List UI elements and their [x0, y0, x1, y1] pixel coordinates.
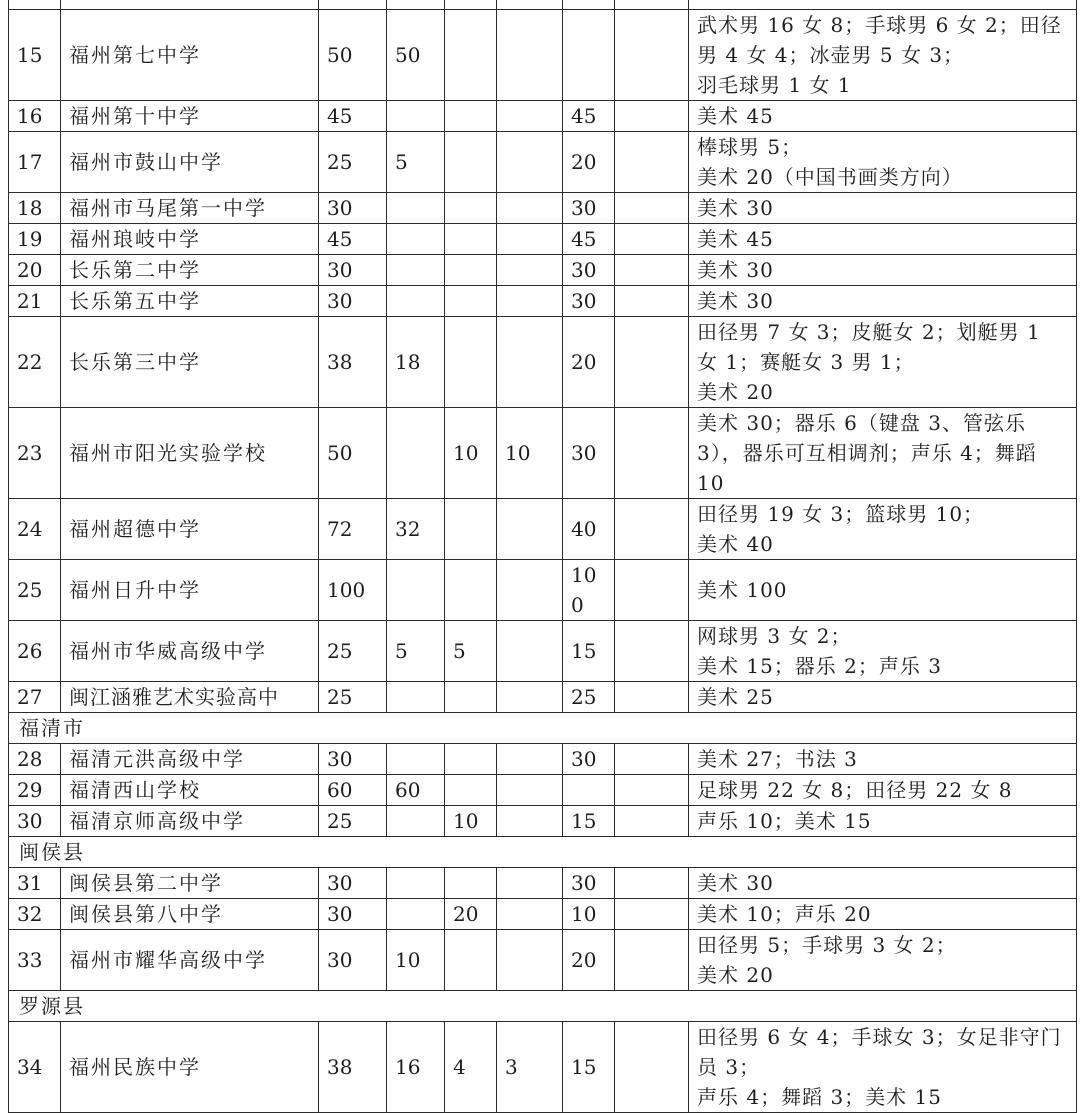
empty-cell: [615, 286, 689, 317]
art-quota: 10 0: [563, 560, 615, 621]
dance-quota: [497, 930, 563, 991]
music-quota: 10: [445, 806, 497, 837]
school-name: 长乐第二中学: [61, 255, 319, 286]
program-notes: 美术 45: [689, 101, 1077, 132]
art-quota: 20: [563, 132, 615, 193]
empty-cell: [615, 499, 689, 560]
row-number: 34: [9, 1022, 61, 1113]
row-number: 33: [9, 930, 61, 991]
table-row: [9, 744, 1077, 775]
empty-cell: [615, 560, 689, 621]
sports-quota: [387, 868, 445, 899]
music-quota: [445, 317, 497, 408]
dance-quota: [497, 101, 563, 132]
music-quota: 10: [445, 408, 497, 499]
total-quota: 30: [319, 930, 387, 991]
dance-quota: [497, 193, 563, 224]
total-quota: 30: [319, 255, 387, 286]
row-number: 31: [9, 868, 61, 899]
sports-quota: 50: [387, 10, 445, 101]
school-name: 福清西山学校: [61, 775, 319, 806]
music-quota: 20: [445, 899, 497, 930]
school-name: 福州市马尾第一中学: [61, 193, 319, 224]
table-row: [9, 132, 1077, 193]
table-row: [9, 930, 1077, 991]
table-row: [9, 499, 1077, 560]
school-name: 福清京师高级中学: [61, 806, 319, 837]
table-row: [9, 775, 1077, 806]
dance-quota: [497, 806, 563, 837]
row-number: 19: [9, 224, 61, 255]
region-name: 福清市: [9, 713, 1077, 744]
empty-cell: [615, 744, 689, 775]
program-notes: 美术 30；器乐 6（键盘 3、管弦乐 3），器乐可互相调剂；声乐 4；舞蹈 10: [689, 408, 1077, 499]
program-notes: 田径男 7 女 3；皮艇女 2；划艇男 1 女 1；赛艇女 3 男 1； 美术 20: [689, 317, 1077, 408]
sports-quota: 18: [387, 317, 445, 408]
sports-quota: 10: [387, 930, 445, 991]
school-name: 福州超德中学: [61, 499, 319, 560]
total-quota: 38: [319, 1022, 387, 1113]
music-quota: [445, 10, 497, 101]
art-quota: 20: [563, 317, 615, 408]
total-quota: 60: [319, 775, 387, 806]
table-row: [9, 224, 1077, 255]
program-notes: 美术 27；书法 3: [689, 744, 1077, 775]
total-quota: 25: [319, 621, 387, 682]
music-quota: [445, 224, 497, 255]
music-quota: [445, 868, 497, 899]
dance-quota: [497, 775, 563, 806]
school-name: 福州第七中学: [61, 10, 319, 101]
row-number: 17: [9, 132, 61, 193]
music-quota: [445, 930, 497, 991]
music-quota: 5: [445, 621, 497, 682]
empty-cell: [615, 10, 689, 101]
region-header-row: [9, 991, 1077, 1022]
school-name: 长乐第五中学: [61, 286, 319, 317]
sports-quota: [387, 682, 445, 713]
total-quota: 30: [319, 899, 387, 930]
total-quota: 50: [319, 10, 387, 101]
row-number: 15: [9, 10, 61, 101]
school-name: 福州民族中学: [61, 1022, 319, 1113]
region-header-row: [9, 837, 1077, 868]
sports-quota: [387, 744, 445, 775]
table-row: [9, 101, 1077, 132]
art-quota: 20: [563, 930, 615, 991]
art-quota: 25: [563, 682, 615, 713]
school-name: 福州琅岐中学: [61, 224, 319, 255]
school-name: 闽江涵雅艺术实验高中: [61, 682, 319, 713]
empty-cell: [615, 806, 689, 837]
dance-quota: [497, 224, 563, 255]
table-row: [9, 899, 1077, 930]
total-quota: 25: [319, 806, 387, 837]
table-row: [9, 1022, 1077, 1113]
row-number: 16: [9, 101, 61, 132]
sports-quota: [387, 899, 445, 930]
row-number: 25: [9, 560, 61, 621]
total-quota: 100: [319, 560, 387, 621]
dance-quota: [497, 682, 563, 713]
dance-quota: [497, 10, 563, 101]
music-quota: [445, 132, 497, 193]
table-row: [9, 868, 1077, 899]
sports-quota: 5: [387, 132, 445, 193]
empty-cell: [615, 317, 689, 408]
school-name: 福州市鼓山中学: [61, 132, 319, 193]
program-notes: 田径男 19 女 3；篮球男 10； 美术 40: [689, 499, 1077, 560]
empty-cell: [615, 1022, 689, 1113]
table-row: [9, 408, 1077, 499]
music-quota: [445, 682, 497, 713]
empty-cell: [615, 930, 689, 991]
art-quota: 15: [563, 1022, 615, 1113]
row-number: 18: [9, 193, 61, 224]
art-quota: 40: [563, 499, 615, 560]
music-quota: [445, 286, 497, 317]
program-notes: 网球男 3 女 2； 美术 15；器乐 2；声乐 3: [689, 621, 1077, 682]
sports-quota: [387, 560, 445, 621]
art-quota: 15: [563, 621, 615, 682]
table-row: [9, 682, 1077, 713]
program-notes: 足球男 22 女 8；田径男 22 女 8: [689, 775, 1077, 806]
music-quota: [445, 499, 497, 560]
school-name: 福州第十中学: [61, 101, 319, 132]
sports-quota: [387, 224, 445, 255]
row-number: 28: [9, 744, 61, 775]
dance-quota: [497, 868, 563, 899]
sports-quota: 60: [387, 775, 445, 806]
row-number: 21: [9, 286, 61, 317]
total-quota: 25: [319, 682, 387, 713]
dance-quota: [497, 499, 563, 560]
program-notes: 棒球男 5； 美术 20（中国书画类方向）: [689, 132, 1077, 193]
school-name: 福州日升中学: [61, 560, 319, 621]
school-name: 长乐第三中学: [61, 317, 319, 408]
empty-cell: [615, 621, 689, 682]
row-number: 24: [9, 499, 61, 560]
row-number: 30: [9, 806, 61, 837]
sports-quota: [387, 408, 445, 499]
program-notes: 美术 45: [689, 224, 1077, 255]
region-name: 闽侯县: [9, 837, 1077, 868]
total-quota: 38: [319, 317, 387, 408]
table-row: [9, 317, 1077, 408]
table-row: [9, 806, 1077, 837]
program-notes: 武术男 16 女 8；手球男 6 女 2；田径男 4 女 4；冰壶男 5 女 3； 羽毛球男 1 女 1: [689, 10, 1077, 101]
art-quota: 15: [563, 806, 615, 837]
table-row: [9, 255, 1077, 286]
music-quota: [445, 560, 497, 621]
sports-quota: 16: [387, 1022, 445, 1113]
program-notes: 美术 30: [689, 193, 1077, 224]
total-quota: 50: [319, 408, 387, 499]
art-quota: [563, 775, 615, 806]
dance-quota: 10: [497, 408, 563, 499]
school-name: 福州市耀华高级中学: [61, 930, 319, 991]
empty-cell: [615, 101, 689, 132]
music-quota: [445, 744, 497, 775]
art-quota: 30: [563, 744, 615, 775]
dance-quota: 3: [497, 1022, 563, 1113]
music-quota: [445, 193, 497, 224]
enrollment-table: [8, 0, 1077, 1113]
dance-quota: [497, 744, 563, 775]
empty-cell: [615, 868, 689, 899]
total-quota: 45: [319, 101, 387, 132]
sports-quota: 5: [387, 621, 445, 682]
region-name: 罗源县: [9, 991, 1077, 1022]
music-quota: [445, 101, 497, 132]
table-row: [9, 10, 1077, 101]
table-row-cut-top: [9, 0, 1077, 10]
art-quota: 30: [563, 408, 615, 499]
row-number: 29: [9, 775, 61, 806]
table-row: [9, 560, 1077, 621]
empty-cell: [615, 408, 689, 499]
region-header-row: [9, 713, 1077, 744]
program-notes: 美术 25: [689, 682, 1077, 713]
total-quota: 25: [319, 132, 387, 193]
music-quota: 4: [445, 1022, 497, 1113]
school-name: 闽侯县第二中学: [61, 868, 319, 899]
total-quota: 72: [319, 499, 387, 560]
art-quota: 10: [563, 899, 615, 930]
dance-quota: [497, 132, 563, 193]
sports-quota: [387, 286, 445, 317]
art-quota: 45: [563, 224, 615, 255]
dance-quota: [497, 286, 563, 317]
total-quota: 30: [319, 286, 387, 317]
empty-cell: [615, 682, 689, 713]
sports-quota: [387, 255, 445, 286]
program-notes: 田径男 6 女 4；手球女 3；女足非守门员 3； 声乐 4；舞蹈 3；美术 15: [689, 1022, 1077, 1113]
program-notes: 美术 30: [689, 868, 1077, 899]
program-notes: 田径男 5；手球男 3 女 2； 美术 20: [689, 930, 1077, 991]
program-notes: 美术 30: [689, 286, 1077, 317]
row-number: 20: [9, 255, 61, 286]
program-notes: 美术 100: [689, 560, 1077, 621]
row-number: 23: [9, 408, 61, 499]
sports-quota: [387, 193, 445, 224]
total-quota: 45: [319, 224, 387, 255]
table-row: [9, 193, 1077, 224]
row-number: 32: [9, 899, 61, 930]
dance-quota: [497, 621, 563, 682]
school-name: 福州市阳光实验学校: [61, 408, 319, 499]
row-number: 26: [9, 621, 61, 682]
sports-quota: [387, 101, 445, 132]
music-quota: [445, 255, 497, 286]
sports-quota: [387, 806, 445, 837]
dance-quota: [497, 560, 563, 621]
school-name: 福州市华威高级中学: [61, 621, 319, 682]
dance-quota: [497, 255, 563, 286]
art-quota: 30: [563, 193, 615, 224]
empty-cell: [615, 193, 689, 224]
dance-quota: [497, 899, 563, 930]
program-notes: 声乐 10；美术 15: [689, 806, 1077, 837]
row-number: 22: [9, 317, 61, 408]
art-quota: 30: [563, 868, 615, 899]
school-name: 福清元洪高级中学: [61, 744, 319, 775]
table-row: [9, 286, 1077, 317]
dance-quota: [497, 317, 563, 408]
art-quota: 30: [563, 255, 615, 286]
enrollment-table-page: [8, 0, 1076, 1113]
art-quota: 45: [563, 101, 615, 132]
row-number: 27: [9, 682, 61, 713]
school-name: 闽侯县第八中学: [61, 899, 319, 930]
total-quota: 30: [319, 744, 387, 775]
empty-cell: [615, 775, 689, 806]
program-notes: 美术 10；声乐 20: [689, 899, 1077, 930]
sports-quota: 32: [387, 499, 445, 560]
art-quota: 30: [563, 286, 615, 317]
total-quota: 30: [319, 868, 387, 899]
music-quota: [445, 775, 497, 806]
art-quota: [563, 10, 615, 101]
table-row: [9, 621, 1077, 682]
empty-cell: [615, 132, 689, 193]
total-quota: 30: [319, 193, 387, 224]
program-notes: 美术 30: [689, 255, 1077, 286]
empty-cell: [615, 224, 689, 255]
empty-cell: [615, 255, 689, 286]
empty-cell: [615, 899, 689, 930]
